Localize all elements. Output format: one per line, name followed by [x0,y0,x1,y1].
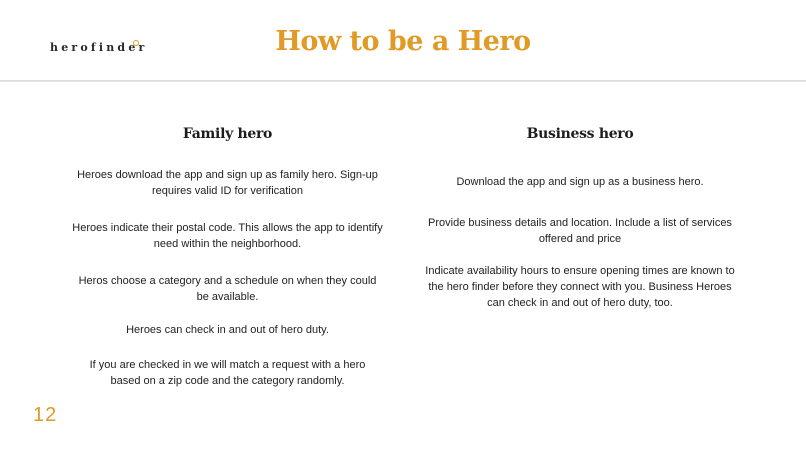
slide-header [0,0,806,84]
family-hero-step: Heroes can check in and out of hero duty. [126,324,329,336]
business-hero-heading: Business hero [526,126,634,142]
brand-logo: herofinder [50,41,148,54]
slide-title: How to be a Hero [275,26,531,57]
business-hero-step: Provide business details and location. Include a list of services offered and price [428,217,732,245]
family-hero-step: Heroes download the app and sign up as family hero. Sign-up requires valid ID for verification [77,169,378,197]
header-divider [0,80,806,82]
family-hero-heading: Family hero [182,126,273,142]
family-hero-step: Heros choose a category and a schedule on when they could be available. [78,275,377,303]
page-number: 12 [33,404,58,426]
business-hero-step: Indicate availability hours to ensure opening times are known to the hero finder before they connect with you. Business Heroes can check in and out of hero duty, too. [425,265,735,309]
business-hero-step: Download the app and sign up as a business hero. [456,176,704,188]
family-hero-step: If you are checked in we will match a request with a hero based on a zip code and the category randomly. [89,359,366,387]
family-hero-step: Heroes indicate their postal code. This allows the app to identify need within the neighborhood. [72,222,383,250]
